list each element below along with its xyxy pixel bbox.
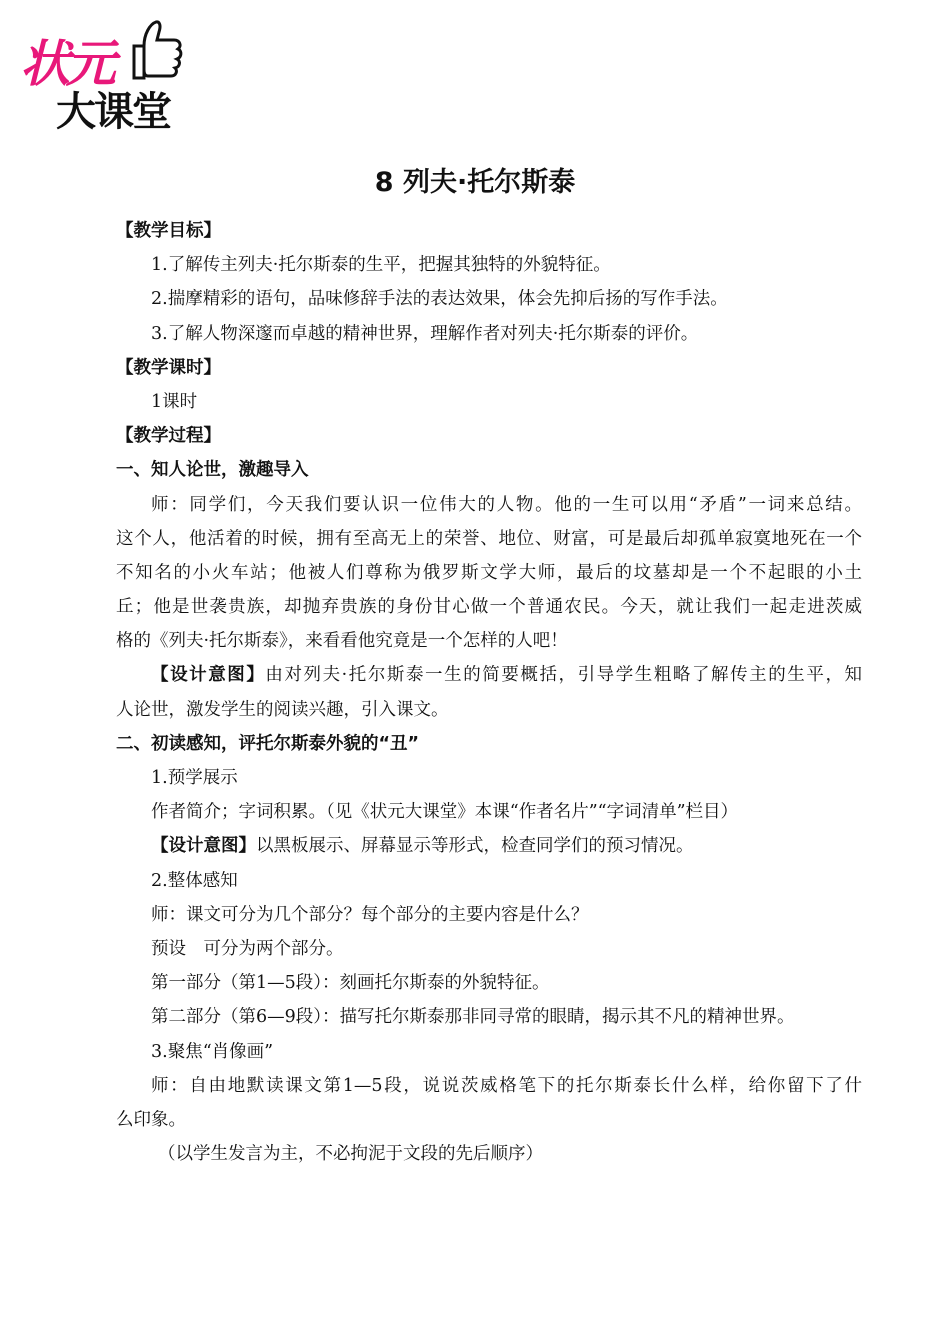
logo-text-zhuangyuan: 状元 bbox=[20, 35, 112, 93]
paragraph-line: （以学生发言为主，不必拘泥于文段的先后顺序） bbox=[158, 1144, 543, 1165]
step-heading-2: 二、初读感知，评托尔斯泰外貌的“丑” bbox=[116, 733, 420, 754]
brand-logo bbox=[18, 12, 193, 134]
paragraph-line: 丘；他是世袭贵族，却抛弃贵族的身份甘心做一个普通农民。今天，就让我们一起走进茨威 bbox=[116, 597, 862, 618]
objective-item: 3.了解人物深邃而卓越的精神世界，理解作者对列夫·托尔斯泰的评价。 bbox=[151, 323, 699, 344]
logo-text-daketang: 大课堂 bbox=[56, 89, 170, 135]
step-heading-1: 一、知人论世，激趣导入 bbox=[116, 460, 309, 481]
paragraph-line: 第二部分（第6—9段）：描写托尔斯泰那非同寻常的眼睛，揭示其不凡的精神世界。 bbox=[151, 1007, 795, 1028]
class-hours-value: 1课时 bbox=[151, 391, 198, 412]
paragraph-line: 第一部分（第1—5段）：刻画托尔斯泰的外貌特征。 bbox=[151, 973, 550, 994]
design-intent-line bbox=[116, 829, 862, 863]
lesson-body bbox=[116, 214, 862, 1171]
sub-heading: 1.预学展示 bbox=[151, 768, 238, 788]
design-intent-label: 【设计意图】 bbox=[151, 836, 256, 857]
section-heading-objectives: 【教学目标】 bbox=[116, 221, 221, 241]
thumbs-up-icon bbox=[130, 16, 186, 86]
objective-item: 2.揣摩精彩的语句，品味修辞手法的表达效果，体会先抑后扬的写作手法。 bbox=[151, 289, 728, 310]
design-intent-text: 以黑板展示、屏幕显示等形式，检查同学们的预习情况。 bbox=[256, 836, 694, 857]
design-intent-label: 【设计意图】 bbox=[151, 665, 266, 686]
paragraph-line: 师：自由地默读课文第1—5段，说说茨威格笔下的托尔斯泰长什么样，给你留下了什 bbox=[151, 1075, 862, 1096]
paragraph-line: 么印象。 bbox=[116, 1109, 186, 1130]
sub-heading: 2.整体感知 bbox=[151, 870, 238, 891]
section-heading-hours: 【教学课时】 bbox=[116, 357, 221, 378]
paragraph-line: 格的《列夫·托尔斯泰》，来看看他究竟是一个怎样的人吧！ bbox=[116, 631, 568, 652]
paragraph-line: 不知名的小火车站；他被人们尊称为俄罗斯文学大师，最后的坟墓却是一个不起眼的小土 bbox=[116, 562, 862, 583]
design-intent-line bbox=[116, 658, 862, 692]
paragraph-line: 这个人，他活着的时候，拥有至高无上的荣誉、地位、财富，可是最后却孤单寂寞地死在一个 bbox=[116, 528, 862, 549]
paragraph-line: 师：课文可分为几个部分？每个部分的主要内容是什么？ bbox=[151, 904, 589, 925]
paragraph-line: 师：同学们，今天我们要认识一位伟大的人物。他的一生可以用“矛盾”一词来总结。 bbox=[151, 494, 862, 515]
design-intent-text: 由对列夫·托尔斯泰一生的简要概括，引导学生粗略了解传主的生平，知 bbox=[265, 665, 863, 686]
paragraph-line: 作者简介；字词积累。（见《状元大课堂》本课“作者名片”“字词清单”栏目） bbox=[151, 802, 739, 823]
section-heading-process: 【教学过程】 bbox=[116, 426, 221, 447]
paragraph-line: 预设 可分为两个部分。 bbox=[151, 938, 344, 959]
sub-heading: 3.聚焦“肖像画” bbox=[151, 1041, 274, 1062]
page-title: 8 列夫·托尔斯泰 bbox=[374, 167, 576, 198]
objective-item: 1.了解传主列夫·托尔斯泰的生平，把握其独特的外貌特征。 bbox=[151, 255, 611, 276]
paragraph-line: 人论世，激发学生的阅读兴趣，引入课文。 bbox=[116, 699, 449, 720]
